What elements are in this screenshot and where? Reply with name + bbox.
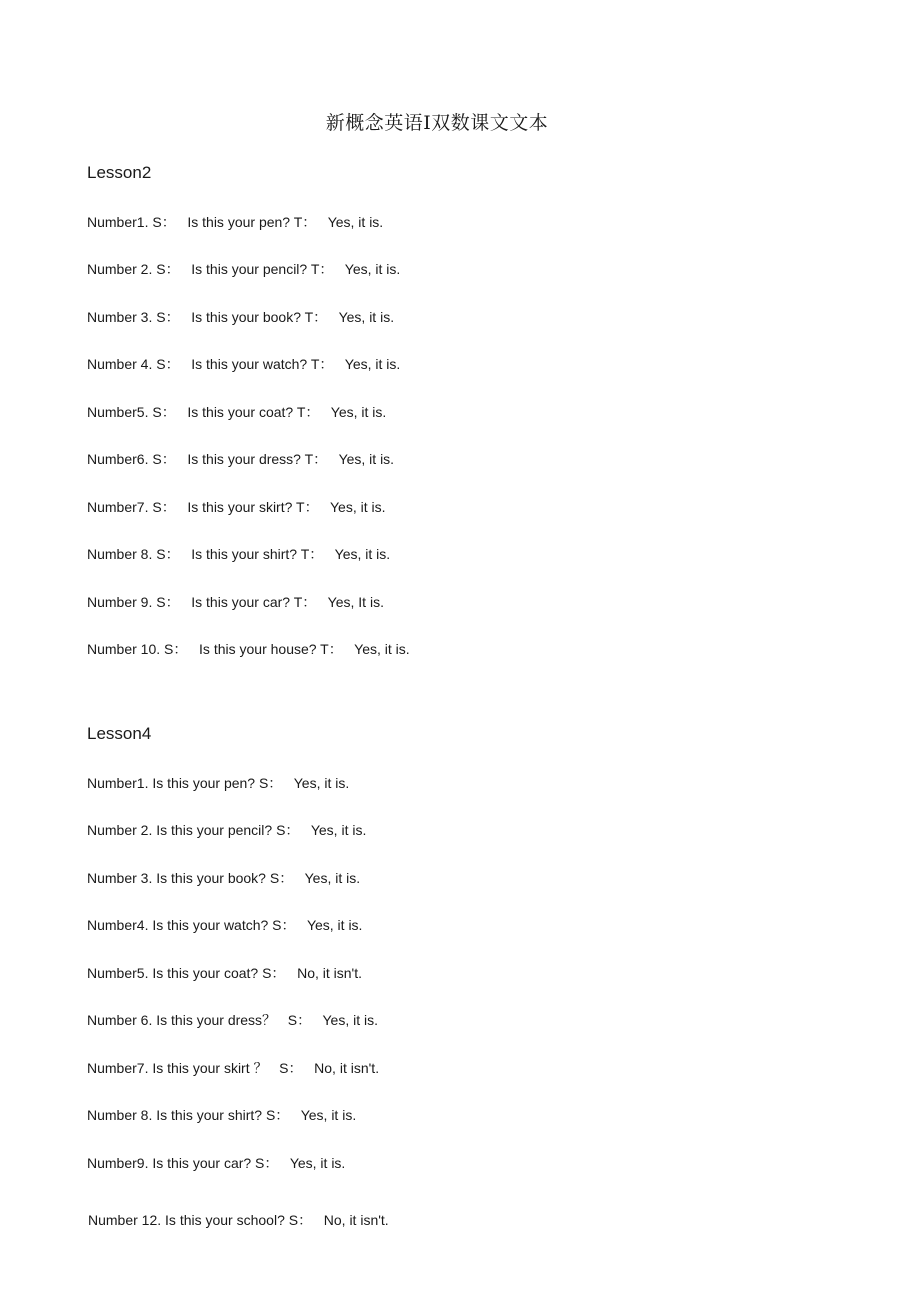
dialogue-line: Number 2. S： Is this your pencil? T： Yes, it is. [87, 261, 401, 277]
dialogue-line: Number 2. Is this your pencil? S： Yes, it is. [87, 822, 367, 838]
dialogue-line: Number1. Is this your pen? S： Yes, it is. [87, 775, 350, 791]
dialogue-line: Number7. S： Is this your skirt? T： Yes, it is. [87, 499, 386, 515]
dialogue-line: Number7. Is this your skirt ？ S： No, it isn't. [87, 1060, 380, 1076]
dialogue-line: Number 4. S： Is this your watch? T： Yes, it is. [87, 356, 401, 372]
dialogue-line: Number6. S： Is this your dress? T： Yes, it is. [87, 451, 395, 467]
dialogue-line: Number1. S： Is this your pen? T： Yes, it is. [87, 214, 384, 230]
dialogue-line: Number 3. S： Is this your book? T： Yes, it is. [87, 309, 395, 325]
lesson-heading: Lesson2 [87, 163, 152, 182]
dialogue-line: Number 9. S： Is this your car? T： Yes, It is. [87, 594, 384, 610]
dialogue-line: Number 8. S： Is this your shirt? T： Yes, it is. [87, 546, 391, 562]
dialogue-line: Number5. Is this your coat? S： No, it isn't. [87, 965, 362, 981]
lesson-heading: Lesson4 [87, 724, 152, 743]
document-title: 新概念英语Ⅰ双数课文文本 [325, 112, 549, 134]
dialogue-line: Number4. Is this your watch? S： Yes, it is. [87, 917, 363, 933]
dialogue-line: Number9. Is this your car? S： Yes, it is. [87, 1155, 346, 1171]
dialogue-line: Number 8. Is this your shirt? S： Yes, it is. [87, 1107, 357, 1123]
dialogue-line: Number 10. S： Is this your house? T： Yes, it is. [87, 641, 410, 657]
dialogue-line: Number5. S： Is this your coat? T： Yes, it is. [87, 404, 387, 420]
dialogue-line: Number 12. Is this your school? S： No, it isn't. [88, 1212, 389, 1228]
dialogue-line: Number 3. Is this your book? S： Yes, it is. [87, 870, 361, 886]
dialogue-line: Number 6. Is this your dress？ S： Yes, it is. [87, 1012, 378, 1028]
